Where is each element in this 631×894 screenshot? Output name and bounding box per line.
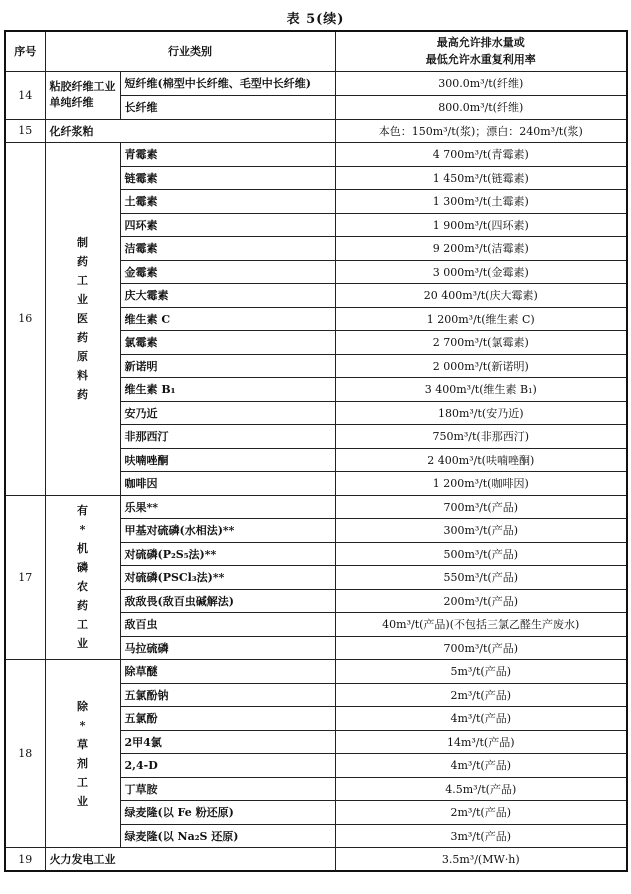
sub-category: 乐果** bbox=[120, 495, 335, 519]
table-row bbox=[5, 848, 627, 872]
sub-category: 四环素 bbox=[120, 213, 335, 237]
industry-category-vertical bbox=[45, 143, 120, 496]
header-limit-line1: 最高允许排水量或 bbox=[436, 36, 525, 50]
limit-value: 5m³/t(产品) bbox=[335, 660, 627, 684]
sub-category: 丁草胺 bbox=[120, 777, 335, 801]
limit-value: 3m³/t(产品) bbox=[335, 824, 627, 848]
header-category: 行业类别 bbox=[45, 31, 335, 71]
sub-category: 土霉素 bbox=[120, 190, 335, 214]
limit-value: 2m³/t(产品) bbox=[335, 683, 627, 707]
limit-value: 1 300m³/t(土霉素) bbox=[335, 190, 627, 214]
industry-category: 化纤浆粕 bbox=[45, 119, 335, 143]
discharge-limits-table bbox=[4, 30, 628, 872]
limit-value: 3.5m³/(MW·h) bbox=[335, 848, 627, 872]
limit-value: 1 900m³/t(四环素) bbox=[335, 213, 627, 237]
industry-category: 有*机磷农药工业 bbox=[77, 504, 88, 651]
limit-value: 700m³/t(产品) bbox=[335, 636, 627, 660]
limit-value: 2 400m³/t(呋喃唑酮) bbox=[335, 448, 627, 472]
limit-value: 700m³/t(产品) bbox=[335, 495, 627, 519]
row-number: 16 bbox=[5, 143, 45, 496]
sub-category: 金霉素 bbox=[120, 260, 335, 284]
sub-category: 维生素 C bbox=[120, 307, 335, 331]
limit-value: 2m³/t(产品) bbox=[335, 801, 627, 825]
sub-category: 五氯酚 bbox=[120, 707, 335, 731]
limit-value: 1 200m³/t(维生素 C) bbox=[335, 307, 627, 331]
limit-value: 180m³/t(安乃近) bbox=[335, 401, 627, 425]
sub-category: 链霉素 bbox=[120, 166, 335, 190]
limit-value: 4m³/t(产品) bbox=[335, 754, 627, 778]
limit-value: 本色：150m³/t(浆)；漂白：240m³/t(浆) bbox=[335, 119, 627, 143]
industry-category: 除*草剂工业 bbox=[77, 699, 88, 808]
sub-category: 五氯酚钠 bbox=[120, 683, 335, 707]
table-row bbox=[5, 119, 627, 143]
header-limit bbox=[335, 31, 627, 71]
sub-category: 短纤维(棉型中长纤维、毛型中长纤维) bbox=[120, 71, 335, 95]
sub-category: 2,4-D bbox=[120, 754, 335, 778]
table-row bbox=[5, 143, 627, 167]
limit-value: 500m³/t(产品) bbox=[335, 542, 627, 566]
sub-category: 安乃近 bbox=[120, 401, 335, 425]
sub-category: 2甲4氯 bbox=[120, 730, 335, 754]
limit-value: 3 400m³/t(维生素 B₁) bbox=[335, 378, 627, 402]
limit-value: 800.0m³/t(纤维) bbox=[335, 95, 627, 119]
sub-category: 敌敌畏(敌百虫碱解法) bbox=[120, 589, 335, 613]
sub-category: 庆大霉素 bbox=[120, 284, 335, 308]
table-row bbox=[5, 495, 627, 519]
table-caption: 表 5(续) bbox=[286, 12, 345, 27]
limit-value: 20 400m³/t(庆大霉素) bbox=[335, 284, 627, 308]
sub-category: 甲基对硫磷(水相法)** bbox=[120, 519, 335, 543]
limit-value: 750m³/t(非那西汀) bbox=[335, 425, 627, 449]
sub-category: 咖啡因 bbox=[120, 472, 335, 496]
sub-category: 对硫磷(PSCl₃法)** bbox=[120, 566, 335, 590]
row-number: 19 bbox=[5, 848, 45, 872]
limit-value: 2 000m³/t(新诺明) bbox=[335, 354, 627, 378]
sub-category: 维生素 B₁ bbox=[120, 378, 335, 402]
header-no: 序号 bbox=[5, 31, 45, 71]
sub-category: 非那西汀 bbox=[120, 425, 335, 449]
limit-value: 2 700m³/t(氯霉素) bbox=[335, 331, 627, 355]
limit-value: 14m³/t(产品) bbox=[335, 730, 627, 754]
limit-value: 200m³/t(产品) bbox=[335, 589, 627, 613]
limit-value: 3 000m³/t(金霉素) bbox=[335, 260, 627, 284]
limit-value: 1 450m³/t(链霉素) bbox=[335, 166, 627, 190]
sub-category: 绿麦隆(以 Fe 粉还原) bbox=[120, 801, 335, 825]
industry-category-vertical bbox=[45, 660, 120, 848]
sub-category: 新诺明 bbox=[120, 354, 335, 378]
table-row bbox=[5, 71, 627, 95]
limit-value: 300.0m³/t(纤维) bbox=[335, 71, 627, 95]
limit-value: 550m³/t(产品) bbox=[335, 566, 627, 590]
row-number: 15 bbox=[5, 119, 45, 143]
limit-value: 4m³/t(产品) bbox=[335, 707, 627, 731]
header-row bbox=[5, 31, 627, 71]
row-number: 14 bbox=[5, 71, 45, 119]
limit-value: 4.5m³/t(产品) bbox=[335, 777, 627, 801]
industry-category: 粘胶纤维工业单纯纤维 bbox=[45, 71, 120, 119]
industry-category-vertical bbox=[45, 495, 120, 660]
header-limit-line2: 最低允许水重复利用率 bbox=[425, 53, 536, 67]
industry-category: 火力发电工业 bbox=[45, 848, 335, 872]
limit-value: 9 200m³/t(洁霉素) bbox=[335, 237, 627, 261]
sub-category: 对硫磷(P₂S₅法)** bbox=[120, 542, 335, 566]
sub-category: 洁霉素 bbox=[120, 237, 335, 261]
sub-category: 呋喃唑酮 bbox=[120, 448, 335, 472]
sub-category: 青霉素 bbox=[120, 143, 335, 167]
sub-category: 长纤维 bbox=[120, 95, 335, 119]
sub-category: 马拉硫磷 bbox=[120, 636, 335, 660]
limit-value: 1 200m³/t(咖啡因) bbox=[335, 472, 627, 496]
industry-category: 制药工业医药原料药 bbox=[77, 236, 88, 402]
sub-category: 绿麦隆(以 Na₂S 还原) bbox=[120, 824, 335, 848]
sub-category: 除草醚 bbox=[120, 660, 335, 684]
table-row bbox=[5, 660, 627, 684]
limit-value: 4 700m³/t(青霉素) bbox=[335, 143, 627, 167]
sub-category: 敌百虫 bbox=[120, 613, 335, 637]
limit-value: 300m³/t(产品) bbox=[335, 519, 627, 543]
row-number: 18 bbox=[5, 660, 45, 848]
limit-value: 40m³/t(产品)(不包括三氯乙醛生产废水) bbox=[335, 613, 627, 637]
sub-category: 氯霉素 bbox=[120, 331, 335, 355]
row-number: 17 bbox=[5, 495, 45, 660]
